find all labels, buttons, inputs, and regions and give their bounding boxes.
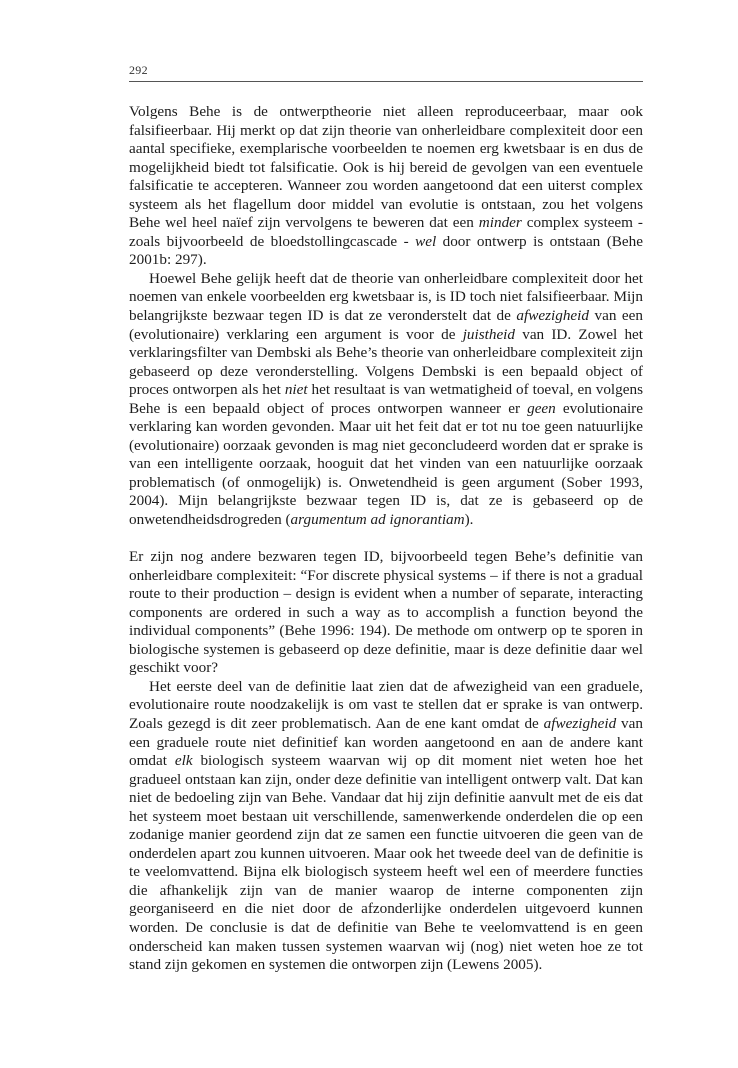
italic-phrase: minder bbox=[478, 214, 522, 232]
text-run: Het eerste deel van de definitie laat zien dat de afwezigheid van een graduele, evolutionaire route noodzakelijk is om vast te stellen dat er sprake is van ontwerp. Zoals gezegd is dit zeer problematisch. Aan de ene kant omdat de bbox=[129, 677, 643, 732]
header-rule bbox=[129, 81, 643, 82]
text-run: Er zijn nog andere bezwaren tegen ID, bijvoorbeeld tegen Behe’s definitie van onherleidbare complexiteit: “For discrete physical systems – if there is not a gradual route to their production – design is evident when a number of separate, interacting components are ordered in such a way as to accomplish a function beyond the individual components” (Behe 1996: 194). De methode om ontwerp op te sporen in biologische systemen is gebaseerd op deze definitie, maar is deze definitie daar wel geschikt voor? bbox=[129, 548, 643, 677]
text-run: door ontwerp is ontstaan (Behe 2001b: 297). bbox=[129, 232, 643, 269]
text-run: Volgens Behe is de ontwerptheorie niet alleen reproduceerbaar, maar ook falsifieerbaar. Hij merkt op dat zijn theorie van onherleidbare complexiteit door een aantal specifieke, exemplarische voorbeelden te noemen erg kwetsbaar is en dus de mogelijkheid biedt tot falsificatie. Ook is hij bereid de gevolgen van een eventuele falsificatie te accepteren. Wanneer zou worden aangetoond dat een uiterst complex systeem als het flagellum door middel van evolutie is ontstaan, zou het volgens Behe wel heel naïef zijn vervolgens te beweren dat een bbox=[129, 103, 643, 232]
paragraph-4 bbox=[129, 678, 643, 975]
text-run: biologisch systeem waarvan wij op dit moment niet weten hoe het gradueel ontstaan kan zijn, onder deze definitie van intelligent ontwerp valt. Dat kan niet de bedoeling zijn van Behe. Vandaar dat hij zijn definitie aanvult met de eis dat het systeem moet bestaan uit verschillende, samenwerkende onderdelen die op een zodanige manier geordend zijn dat ze samen een functie uitvoeren die geen van de onderdelen apart zou kunnen uitvoeren. Maar ook het tweede deel van de definitie is te veelomvattend. Bijna elk biologisch systeem heeft wel een of meerdere functies die afhankelijk zijn van de manier waarop de interne componenten zijn georganiseerd en die niet door de afzonderlijke onderdelen uitgevoerd kunnen worden. De conclusie is dat de definitie van Behe te veelomvattend is en geen onderscheid kan maken tussen systemen waarvan wij (nog) niet weten hoe ze tot stand zijn gekomen en systemen die ontworpen zijn (Lewens 2005). bbox=[129, 752, 643, 974]
italic-phrase: elk bbox=[174, 752, 193, 770]
text-run: van een (evolutionaire) verklaring een argument is voor de bbox=[129, 307, 643, 343]
italic-phrase: afwezigheid bbox=[543, 715, 617, 732]
paragraph-2 bbox=[129, 270, 643, 530]
body-text bbox=[129, 103, 643, 975]
text-run: ). bbox=[464, 511, 474, 529]
text-run: evolutionaire verklaring kan worden gevonden. Maar uit het feit dat er tot nu toe geen natuurlijke (evolutionaire) oorzaak gevonden is mag niet geconcludeerd worden dat er sprake is van een intelligente oorzaak, hooguit dat het vinden van een natuurlijke oorzaak problematisch (of onmogelijk) is. Onwetendheid is geen argument (Sober 1993, 2004). Mijn belangrijkste bezwaar tegen ID is, dat ze is gebaseerd op de onwetendheidsdrogreden ( bbox=[129, 399, 643, 529]
italic-phrase: geen bbox=[527, 399, 556, 417]
text-run: het resultaat is van wetmatigheid of toeval, en volgens Behe is een bepaald object of proces ontworpen wanneer er bbox=[129, 381, 643, 417]
text-run: Hoewel Behe gelijk heeft dat de theorie van onherleidbare complexiteit door het noemen van enkele voorbeelden erg kwetsbaar is, is ID toch niet falsifieerbaar. Mijn belangrijkste bezwaar tegen ID is dat ze veronderstelt dat de bbox=[129, 269, 643, 325]
text-run: van een graduele route niet definitief kan worden aangetoond en aan de andere kant omdat bbox=[129, 715, 643, 770]
italic-phrase: argumentum ad ignorantiam bbox=[290, 511, 465, 529]
text-run: van ID. Zowel het verklaringsfilter van Dembski als Behe’s theorie van onherleidbare complexiteit zijn gebaseerd op deze veronderstelling. Volgens Dembski is een bepaald object of proces ontworpen als het bbox=[129, 325, 643, 399]
page-number: 292 bbox=[129, 63, 148, 77]
text-run: complex systeem - zoals bijvoorbeeld de bloedstollingcascade - bbox=[129, 214, 643, 250]
italic-phrase: niet bbox=[284, 381, 308, 399]
italic-phrase: juistheid bbox=[462, 325, 515, 343]
paragraph-1 bbox=[129, 103, 643, 270]
paragraph-3 bbox=[129, 548, 643, 678]
italic-phrase: wel bbox=[415, 232, 437, 250]
italic-phrase: afwezigheid bbox=[516, 307, 589, 325]
